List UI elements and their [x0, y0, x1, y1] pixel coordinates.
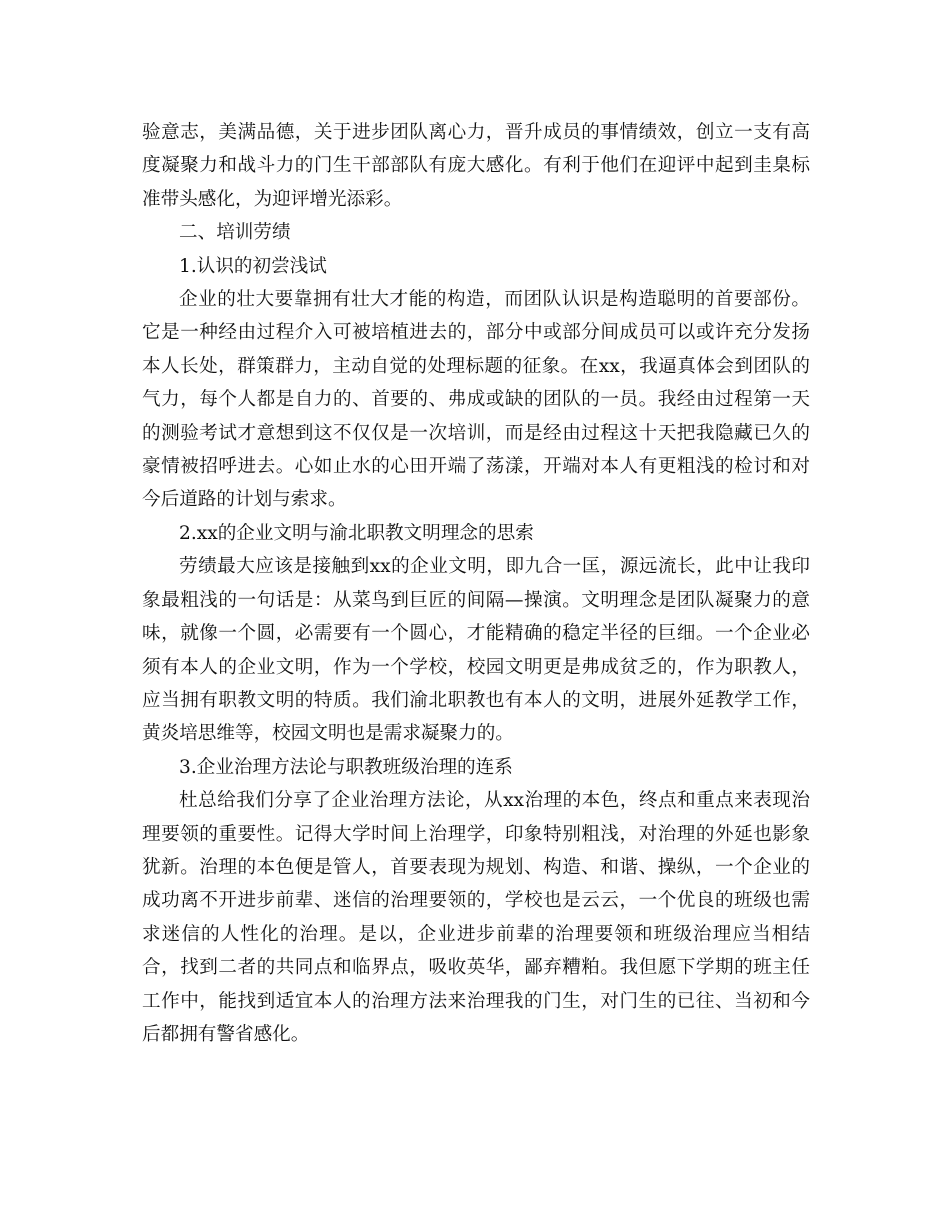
paragraph-corporate-culture: 劳绩最大应该是接触到xx的企业文明，即九合一匡，源远流长，此中让我印象最粗浅的一句话是：从菜鸟到巨匠的间隔—操演。文明理念是团队凝聚力的意味，就像一个圆，必需要有一个圆心，才能精确的稳定半径的巨细。一个企业必须有本人的企业文明，作为一个学校，校园文明更是弗成贫乏的，作为职教人，应当拥有职教文明的特质。我们渝北职教也有本人的文明，进展外延教学工作，黄炎培思维等，校园文明也是需求凝聚力的。: [142, 556, 810, 745]
paragraph-continuation: 验意志，美满品德，关于进步团队离心力，晋升成员的事情绩效，创立一支有高度凝聚力和战斗力的门生干部部队有庞大感化。有利于他们在迎评中起到圭臬标准带头感化，为迎评增光添彩。: [142, 122, 810, 210]
subheading-2: 2.xx的企业文明与渝北职教文明理念的思索: [179, 522, 534, 544]
subheading-3: 3.企业治理方法论与职教班级治理的连系: [179, 756, 513, 778]
paragraph-team-awareness: 企业的壮大要靠拥有壮大才能的构造，而团队认识是构造聪明的首要部份。它是一种经由过程介入可被培植进去的，部分中或部分间成员可以或许充分发扬本人长处，群策群力，主动自觉的处理标题的征象。在xx，我逼真体会到团队的气力，每个人都是自力的、首要的、弗成或缺的团队的一员。我经由过程第一天的测验考试才意想到这不仅仅是一次培训，而是经由过程这十天把我隐藏已久的豪情被招呼进去。心如止水的心田开端了荡漾，开端对本人有更粗浅的检讨和对今后道路的计划与索求。: [142, 289, 810, 511]
document-body: [142, 116, 810, 1051]
section-heading-training-gains: 二、培训劳绩: [179, 222, 291, 244]
subheading-1: 1.认识的初尝浅试: [179, 255, 327, 277]
paragraph-management-method: 杜总给我们分享了企业治理方法论，从xx治理的本色，终点和重点来表现治理要领的重要性。记得大学时间上治理学，印象特别粗浅，对治理的外延也影象犹新。治理的本色便是管人，首要表现为规划、构造、和谐、操纵，一个企业的成功离不开进步前辈、迷信的治理要领的，学校也是云云，一个优良的班级也需求迷信的人性化的治理。是以，企业进步前辈的治理要领和班级治理应当相结合，找到二者的共同点和临界点，吸收英华，鄙弃糟粕。我但愿下学期的班主任工作中，能找到适宜本人的治理方法来治理我的门生，对门生的已往、当初和今后都拥有警省感化。: [142, 790, 810, 1045]
